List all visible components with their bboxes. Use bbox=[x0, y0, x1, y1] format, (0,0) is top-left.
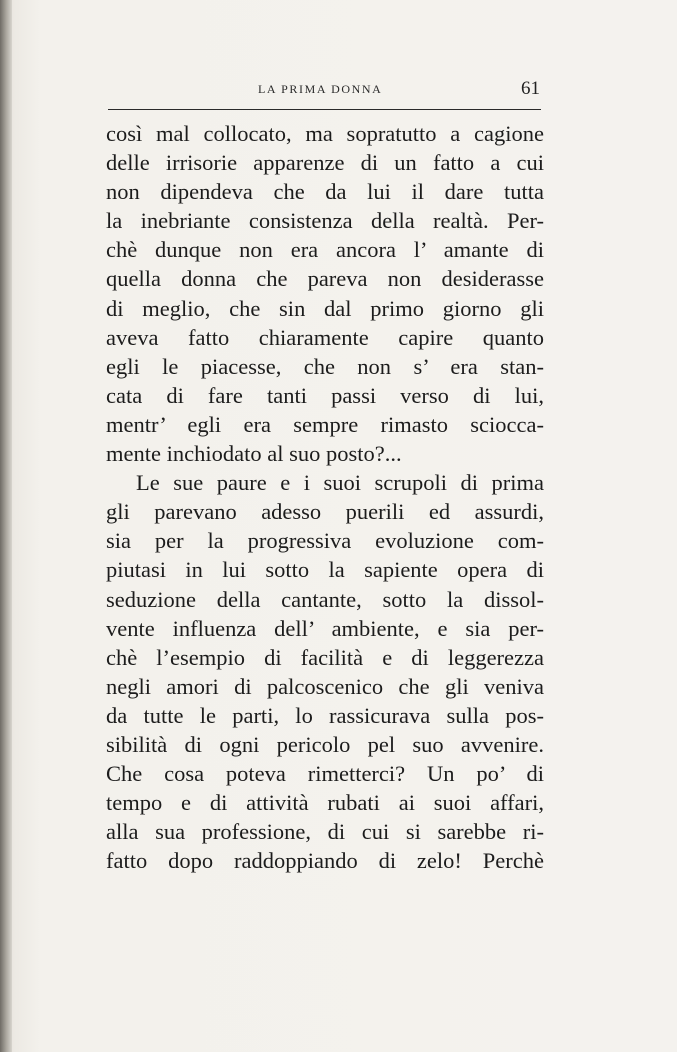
text-line: chè l’esempio di facilità e di leggerezza bbox=[106, 644, 544, 670]
text-line: egli le piacesse, che non s’ era stan- bbox=[106, 353, 544, 379]
text-line: di meglio, che sin dal primo giorno gli bbox=[106, 295, 544, 321]
text-line: da tutte le parti, lo rassicurava sulla pos- bbox=[106, 702, 544, 728]
text-line: mente inchiodato al suo posto?... bbox=[106, 441, 402, 467]
page-number: 61 bbox=[521, 78, 540, 99]
text-line: gli parevano adesso puerili ed assurdi, bbox=[106, 499, 544, 525]
text-line: mentr’ egli era sempre rimasto sciocca- bbox=[106, 411, 544, 437]
header-rule bbox=[108, 109, 541, 110]
text-line: aveva fatto chiaramente capire quanto bbox=[106, 324, 544, 350]
text-line: sibilità di ogni pericolo pel suo avvenire. bbox=[106, 731, 544, 757]
text-line: Che cosa poteva rimetterci? Un po’ di bbox=[106, 761, 544, 787]
text-line: sia per la progressiva evoluzione com- bbox=[106, 528, 544, 554]
text-line: non dipendeva che da lui il dare tutta bbox=[106, 179, 544, 205]
text-line: Le sue paure e i suoi scrupoli di prima bbox=[136, 470, 544, 496]
text-line: delle irrisorie apparenze di un fatto a cui bbox=[106, 150, 544, 176]
text-line: vente influenza dell’ ambiente, e sia per- bbox=[106, 615, 544, 641]
text-line: chè dunque non era ancora l’ amante di bbox=[106, 237, 544, 263]
text-line: tempo e di attività rubati ai suoi affari, bbox=[106, 790, 544, 816]
book-spine-shadow bbox=[0, 0, 12, 1052]
text-line: così mal collocato, ma sopratutto a cagione bbox=[106, 121, 544, 146]
page-header bbox=[108, 78, 544, 102]
text-line: seduzione della cantante, sotto la dissol- bbox=[106, 586, 544, 612]
text-line: quella donna che pareva non desiderasse bbox=[106, 266, 544, 292]
running-title: LA PRIMA DONNA bbox=[258, 82, 383, 96]
text-line: cata di fare tanti passi verso di lui, bbox=[106, 382, 544, 408]
text-line: negli amori di palcoscenico che gli veniva bbox=[106, 673, 544, 699]
text-line: piutasi in lui sotto la sapiente opera di bbox=[106, 557, 544, 583]
text-line: alla sua professione, di cui si sarebbe ri- bbox=[106, 819, 544, 845]
text-line: fatto dopo raddoppiando di zelo! Perchè bbox=[106, 848, 544, 874]
text-line: la inebriante consistenza della realtà. Per- bbox=[106, 208, 544, 234]
body-text bbox=[106, 119, 544, 875]
